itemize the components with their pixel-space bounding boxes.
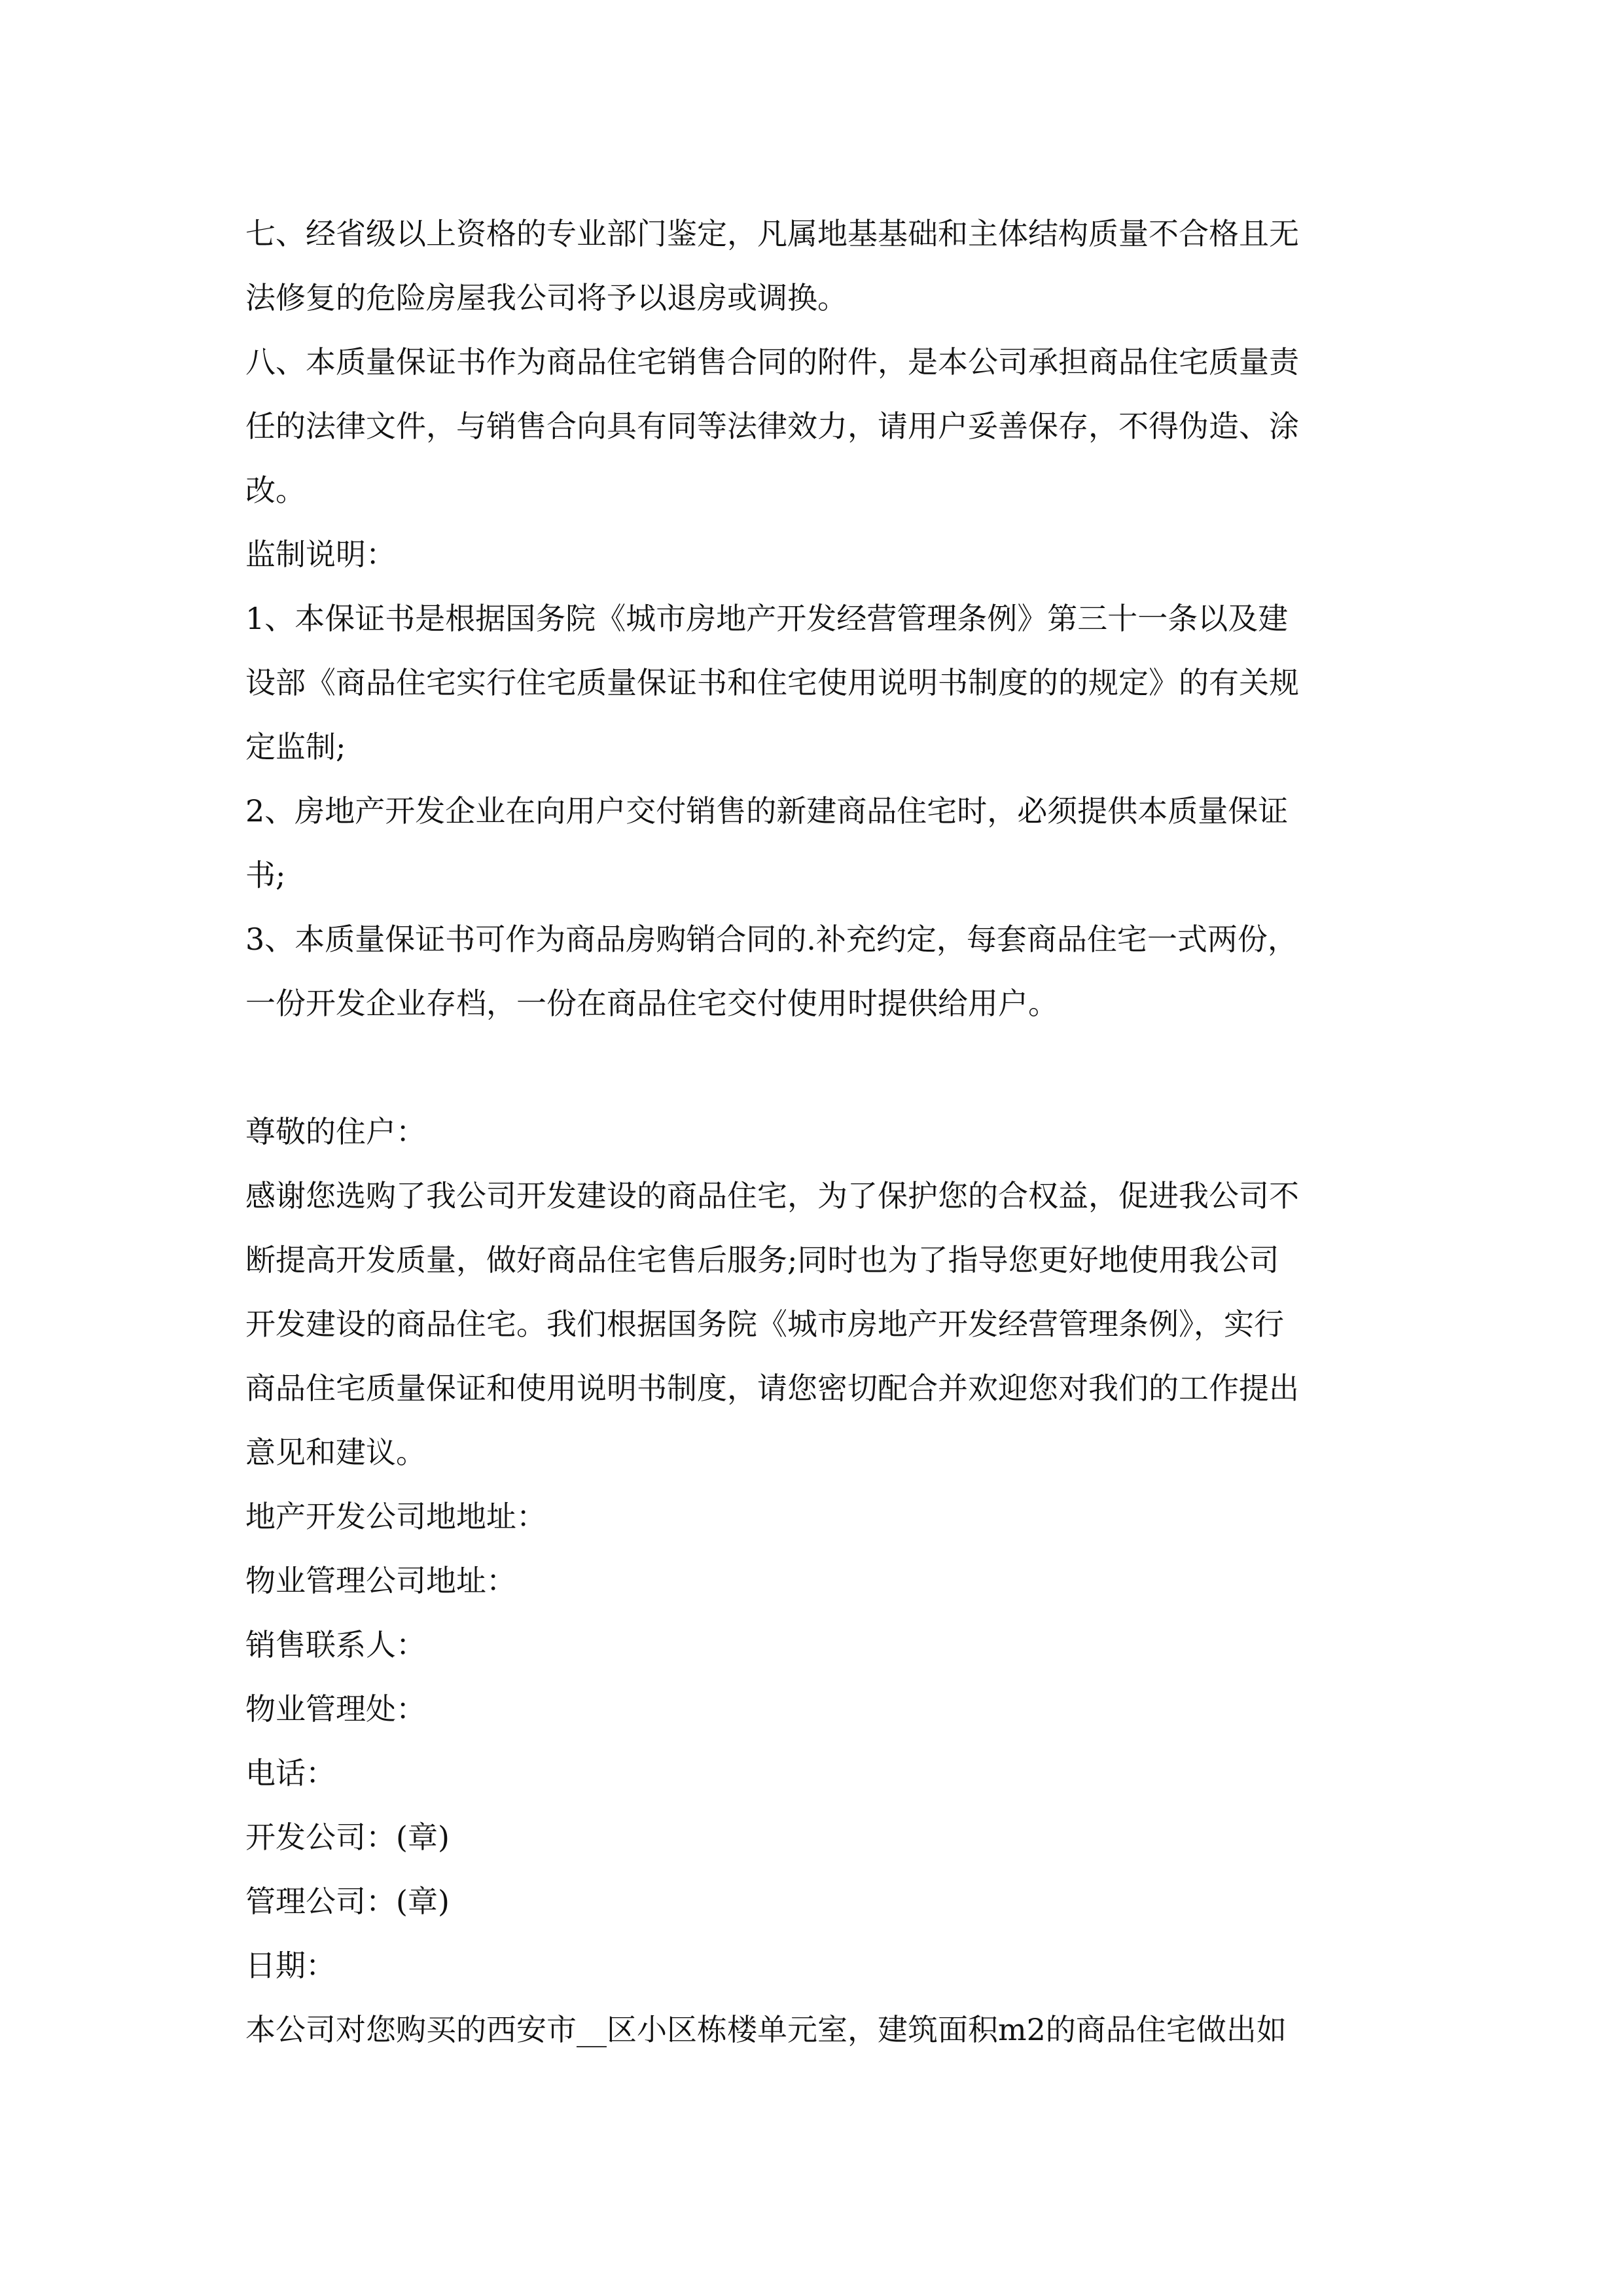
- field-developer-address: 地产开发公司地地址：: [245, 1499, 546, 1534]
- text-line: 意见和建议。: [245, 1435, 426, 1470]
- text-line: 本公司对您购买的西安市__区小区栋楼单元室，建筑面积m2的商品住宅做出如: [245, 2012, 1287, 2047]
- text-line: 3、本质量保证书可作为商品房购销合同的.补充约定，每套商品住宅一式两份，: [245, 922, 1298, 957]
- field-manager-seal: 管理公司：(章): [245, 1884, 450, 1919]
- text-line: 书;: [245, 857, 286, 893]
- field-date: 日期：: [245, 1948, 336, 1983]
- blank-line: [245, 1035, 1397, 1100]
- text-line: 开发建设的商品住宅。我们根据国务院《城市房地产开发经营管理条例》，实行: [245, 1306, 1284, 1342]
- text-line: 断提高开发质量，做好商品住宅售后服务;同时也为了指导您更好地使用我公司: [245, 1242, 1279, 1278]
- text-line: 2、房地产开发企业在向用户交付销售的新建商品住宅时，必须提供本质量保证: [245, 793, 1289, 829]
- text-line: 一份开发企业存档，一份在商品住宅交付使用时提供给用户。: [245, 986, 1058, 1021]
- text-line: 七、经省级以上资格的专业部门鉴定，凡属地基基础和主体结构质量不合格且无: [245, 216, 1299, 251]
- text-line: 1、本保证书是根据国务院《城市房地产开发经营管理条例》第三十一条以及建: [245, 601, 1289, 636]
- field-property-office: 物业管理处：: [245, 1691, 426, 1727]
- field-property-address: 物业管理公司地址：: [245, 1563, 516, 1598]
- text-line: 八、本质量保证书作为商品住宅销售合同的附件，是本公司承担商品住宅质量责: [245, 344, 1299, 380]
- text-line: 设部《商品住宅实行住宅质量保证书和住宅使用说明书制度的的规定》的有关规: [245, 665, 1299, 700]
- field-phone: 电话：: [245, 1755, 336, 1791]
- text-line: 任的法律文件，与销售合向具有同等法律效力，请用户妥善保存，不得伪造、涂: [245, 408, 1299, 444]
- text-line: 改。: [245, 473, 306, 508]
- text-line: 法修复的危险房屋我公司将予以退房或调换。: [245, 280, 847, 315]
- field-developer-seal: 开发公司：(章): [245, 1820, 450, 1855]
- document-body: [245, 202, 1397, 2062]
- salutation: 尊敬的住户：: [245, 1114, 426, 1149]
- text-line: 定监制;: [245, 729, 346, 764]
- text-line: 商品住宅质量保证和使用说明书制度，请您密切配合并欢迎您对我们的工作提出: [245, 1371, 1299, 1406]
- field-sales-contact: 销售联系人：: [245, 1627, 426, 1662]
- section-heading: 监制说明：: [245, 537, 396, 572]
- text-line: 感谢您选购了我公司开发建设的商品住宅，为了保护您的合权益，促进我公司不: [245, 1178, 1299, 1213]
